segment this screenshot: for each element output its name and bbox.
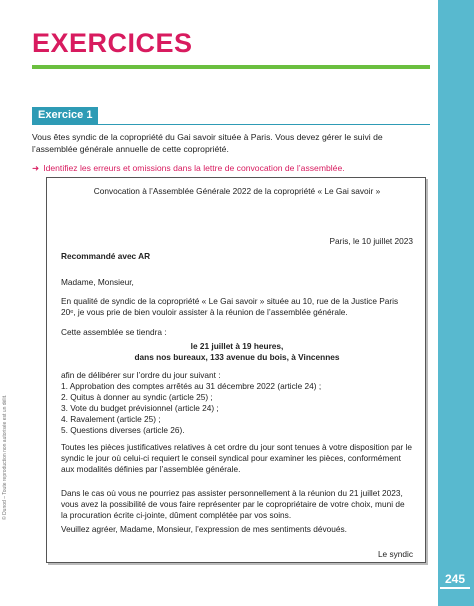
meeting-date: le 21 juillet à 19 heures, [190, 341, 284, 351]
page-number: 245 [440, 572, 470, 589]
letter-signature: Le syndic [377, 549, 413, 559]
letter-paragraph-proxy: Dans le cas où vous ne pourriez pas assister personnellement à la réunion du 21 juillet 2023, vous avez la possibilité de vous faire représenter par le copropriétaire de votre choix, muni de la procuration écrite ci-jointe, dûment complétée par vos soins. [61, 488, 405, 520]
letter-date: Paris, le 10 juillet 2023 [329, 236, 413, 246]
letter-agenda-intro: afin de délibérer sur l’ordre du jour suivant : [61, 370, 221, 380]
letter-assembly-intro: Cette assemblée se tiendra : [61, 327, 167, 337]
convocation-letter [46, 177, 426, 563]
letter-meeting-details [61, 341, 413, 363]
agenda-list [61, 381, 413, 436]
agenda-item: 3. Vote du budget prévisionnel (article 24) ; [61, 403, 219, 413]
exercise-instruction [32, 163, 430, 174]
agenda-item: 1. Approbation des comptes arrêtés au 31 décembre 2022 (article 24) ; [61, 381, 322, 391]
side-color-band [438, 0, 474, 606]
agenda-item: 2. Quitus à donner au syndic (article 25) ; [61, 392, 213, 402]
agenda-item: 4. Ravalement (article 25) ; [61, 414, 161, 424]
exercise-badge: Exercice 1 [32, 107, 98, 124]
copyright-notice: © Dunod – Toute reproduction non autorisée est un délit. [2, 394, 8, 520]
page-title: EXERCICES [32, 28, 193, 58]
letter-registered-mail: Recommandé avec AR [61, 251, 151, 261]
title-underline [32, 65, 430, 69]
letter-closing: Veuillez agréer, Madame, Monsieur, l’expression de mes sentiments dévoués. [61, 524, 347, 534]
letter-paragraph-intro: En qualité de syndic de la copropriété « Le Gai savoir » située au 10, rue de la Justice Paris 20ᵉ, je vous prie de bien vouloir assister à la réunion de l’assemblée générale. [61, 296, 399, 317]
letter-title: Convocation à l’Assemblée Générale 2022 de la copropriété « Le Gai savoir » [93, 186, 381, 196]
agenda-item: 5. Questions diverses (article 26). [61, 425, 185, 435]
letter-paragraph-documents: Toutes les pièces justificatives relatives à cet ordre du jour sont tenues à votre disposition par le syndic le jour où celui-ci requiert le conseil syndical pour examiner les pièces, conformément aux modalités définies par l’assemblée générale. [61, 442, 412, 474]
exercise-divider [32, 124, 430, 125]
meeting-place: dans nos bureaux, 133 avenue du bois, à Vincennes [134, 352, 340, 362]
letter-salutation: Madame, Monsieur, [61, 277, 134, 287]
instruction-text: Identifiez les erreurs et omissions dans la lettre de convocation de l’assemblée. [43, 163, 345, 173]
arrow-icon: ➜ [32, 163, 40, 173]
exercise-intro: Vous êtes syndic de la copropriété du Gai savoir située à Paris. Vous devez gérer le suivi de l’assemblée générale annuelle de cette copropriété. [32, 132, 383, 154]
